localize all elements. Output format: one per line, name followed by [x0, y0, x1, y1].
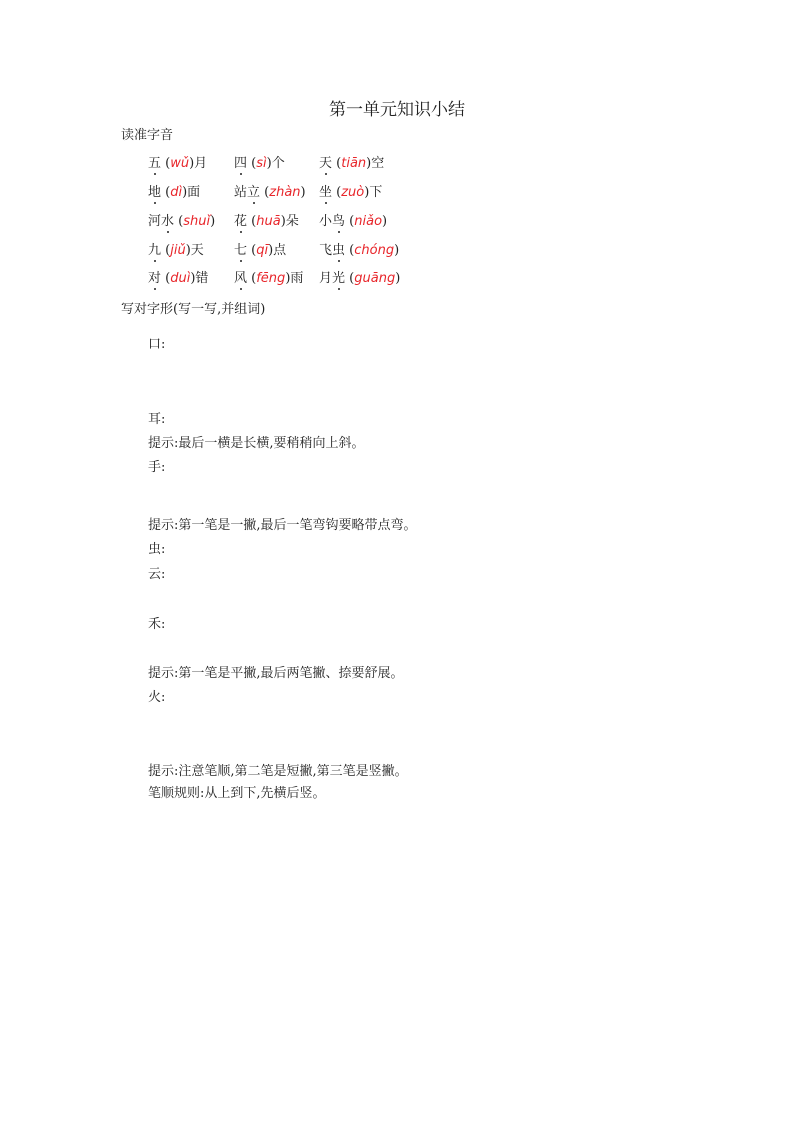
word-suffix: )面: [182, 185, 201, 200]
word-suffix: ): [300, 185, 306, 200]
char-huo-tip: 提示:注意笔顺,第二笔是短撇,第三笔是竖撇。: [148, 764, 408, 779]
word-suffix: ): [395, 271, 401, 286]
char-he-tip: 提示:第一笔是平撇,最后两笔撇、捺要舒展。: [148, 666, 404, 681]
char-shou-tip: 提示:第一笔是一撇,最后一笔弯钩要略带点弯。: [148, 518, 417, 533]
target-character: 对: [148, 271, 162, 286]
open-paren: (: [161, 185, 171, 200]
open-paren: (: [332, 156, 342, 171]
word-suffix: )雨: [285, 271, 304, 286]
word-suffix: )个: [266, 156, 285, 171]
pinyin-answer: dì: [170, 185, 183, 200]
section-write-characters: 写对字形(写一写,并组词): [121, 302, 266, 317]
pinyin-item: [234, 181, 306, 200]
pinyin-answer: duì: [170, 271, 191, 286]
char-er-line: 耳:: [148, 412, 166, 427]
char-shou-line: 手:: [148, 460, 166, 475]
word-suffix: ): [394, 243, 400, 258]
open-paren: (: [247, 214, 257, 229]
open-paren: (: [332, 185, 342, 200]
pinyin-answer: chóng: [354, 243, 395, 258]
char-er-tip: 提示:最后一横是长横,要稍稍向上斜。: [148, 436, 365, 451]
target-character: 地: [148, 185, 162, 200]
pinyin-answer: qī: [256, 243, 269, 258]
word-prefix: 小: [319, 214, 333, 229]
pinyin-item: [148, 181, 200, 200]
pinyin-item: [234, 239, 286, 258]
target-character: 立: [247, 185, 261, 200]
char-huo-line: 火:: [148, 690, 166, 705]
target-character: 五: [148, 156, 162, 171]
word-suffix: )下: [364, 185, 383, 200]
word-suffix: )月: [189, 156, 208, 171]
word-suffix: )天: [185, 243, 204, 258]
pinyin-item: [148, 152, 207, 171]
pinyin-item: [234, 210, 299, 229]
open-paren: (: [345, 271, 355, 286]
open-paren: (: [260, 185, 270, 200]
pinyin-item: [319, 267, 400, 286]
pinyin-answer: shuǐ: [183, 214, 211, 229]
pinyin-answer: guāng: [354, 271, 396, 286]
open-paren: (: [247, 156, 257, 171]
target-character: 水: [161, 214, 175, 229]
target-character: 七: [234, 243, 248, 258]
pinyin-item: [148, 239, 204, 258]
word-suffix: )错: [190, 271, 209, 286]
pinyin-answer: jiǔ: [170, 243, 186, 258]
word-prefix: 飞: [319, 243, 333, 258]
open-paren: (: [161, 271, 171, 286]
pinyin-item: [319, 181, 382, 200]
pinyin-item: [319, 210, 387, 229]
open-paren: (: [345, 214, 355, 229]
pinyin-answer: niǎo: [354, 214, 383, 229]
word-prefix: 站: [234, 185, 248, 200]
open-paren: (: [161, 156, 171, 171]
pinyin-answer: zuò: [341, 185, 365, 200]
section-read-pronunciation: 读准字音: [121, 128, 174, 143]
char-he-line: 禾:: [148, 617, 166, 632]
target-character: 花: [234, 214, 248, 229]
char-yun-line: 云:: [148, 567, 166, 582]
open-paren: (: [247, 271, 257, 286]
stroke-order-rule: 笔顺规则:从上到下,先横后竖。: [148, 786, 326, 801]
open-paren: (: [345, 243, 355, 258]
pinyin-answer: wǔ: [170, 156, 190, 171]
target-character: 天: [319, 156, 333, 171]
target-character: 风: [234, 271, 248, 286]
target-character: 鸟: [332, 214, 346, 229]
word-prefix: 河: [148, 214, 162, 229]
pinyin-answer: fēng: [256, 271, 286, 286]
word-suffix: )空: [366, 156, 385, 171]
pinyin-item: [234, 267, 303, 286]
target-character: 四: [234, 156, 248, 171]
open-paren: (: [161, 243, 171, 258]
word-suffix: )点: [268, 243, 287, 258]
page-title: 第一单元知识小结: [329, 100, 465, 120]
pinyin-answer: zhàn: [269, 185, 301, 200]
pinyin-answer: tiān: [341, 156, 367, 171]
pinyin-item: [319, 239, 399, 258]
open-paren: (: [174, 214, 184, 229]
word-suffix: ): [210, 214, 216, 229]
pinyin-answer: sì: [256, 156, 267, 171]
target-character: 虫: [332, 243, 346, 258]
pinyin-answer: huā: [256, 214, 281, 229]
word-prefix: 月: [319, 271, 333, 286]
word-suffix: )朵: [280, 214, 299, 229]
char-chong-line: 虫:: [148, 542, 166, 557]
word-suffix: ): [382, 214, 388, 229]
open-paren: (: [247, 243, 257, 258]
target-character: 九: [148, 243, 162, 258]
target-character: 光: [332, 271, 346, 286]
char-kou-line: 口:: [148, 337, 166, 352]
pinyin-item: [234, 152, 285, 171]
pinyin-item: [148, 267, 208, 286]
pinyin-item: [319, 152, 384, 171]
target-character: 坐: [319, 185, 333, 200]
pinyin-item: [148, 210, 215, 229]
